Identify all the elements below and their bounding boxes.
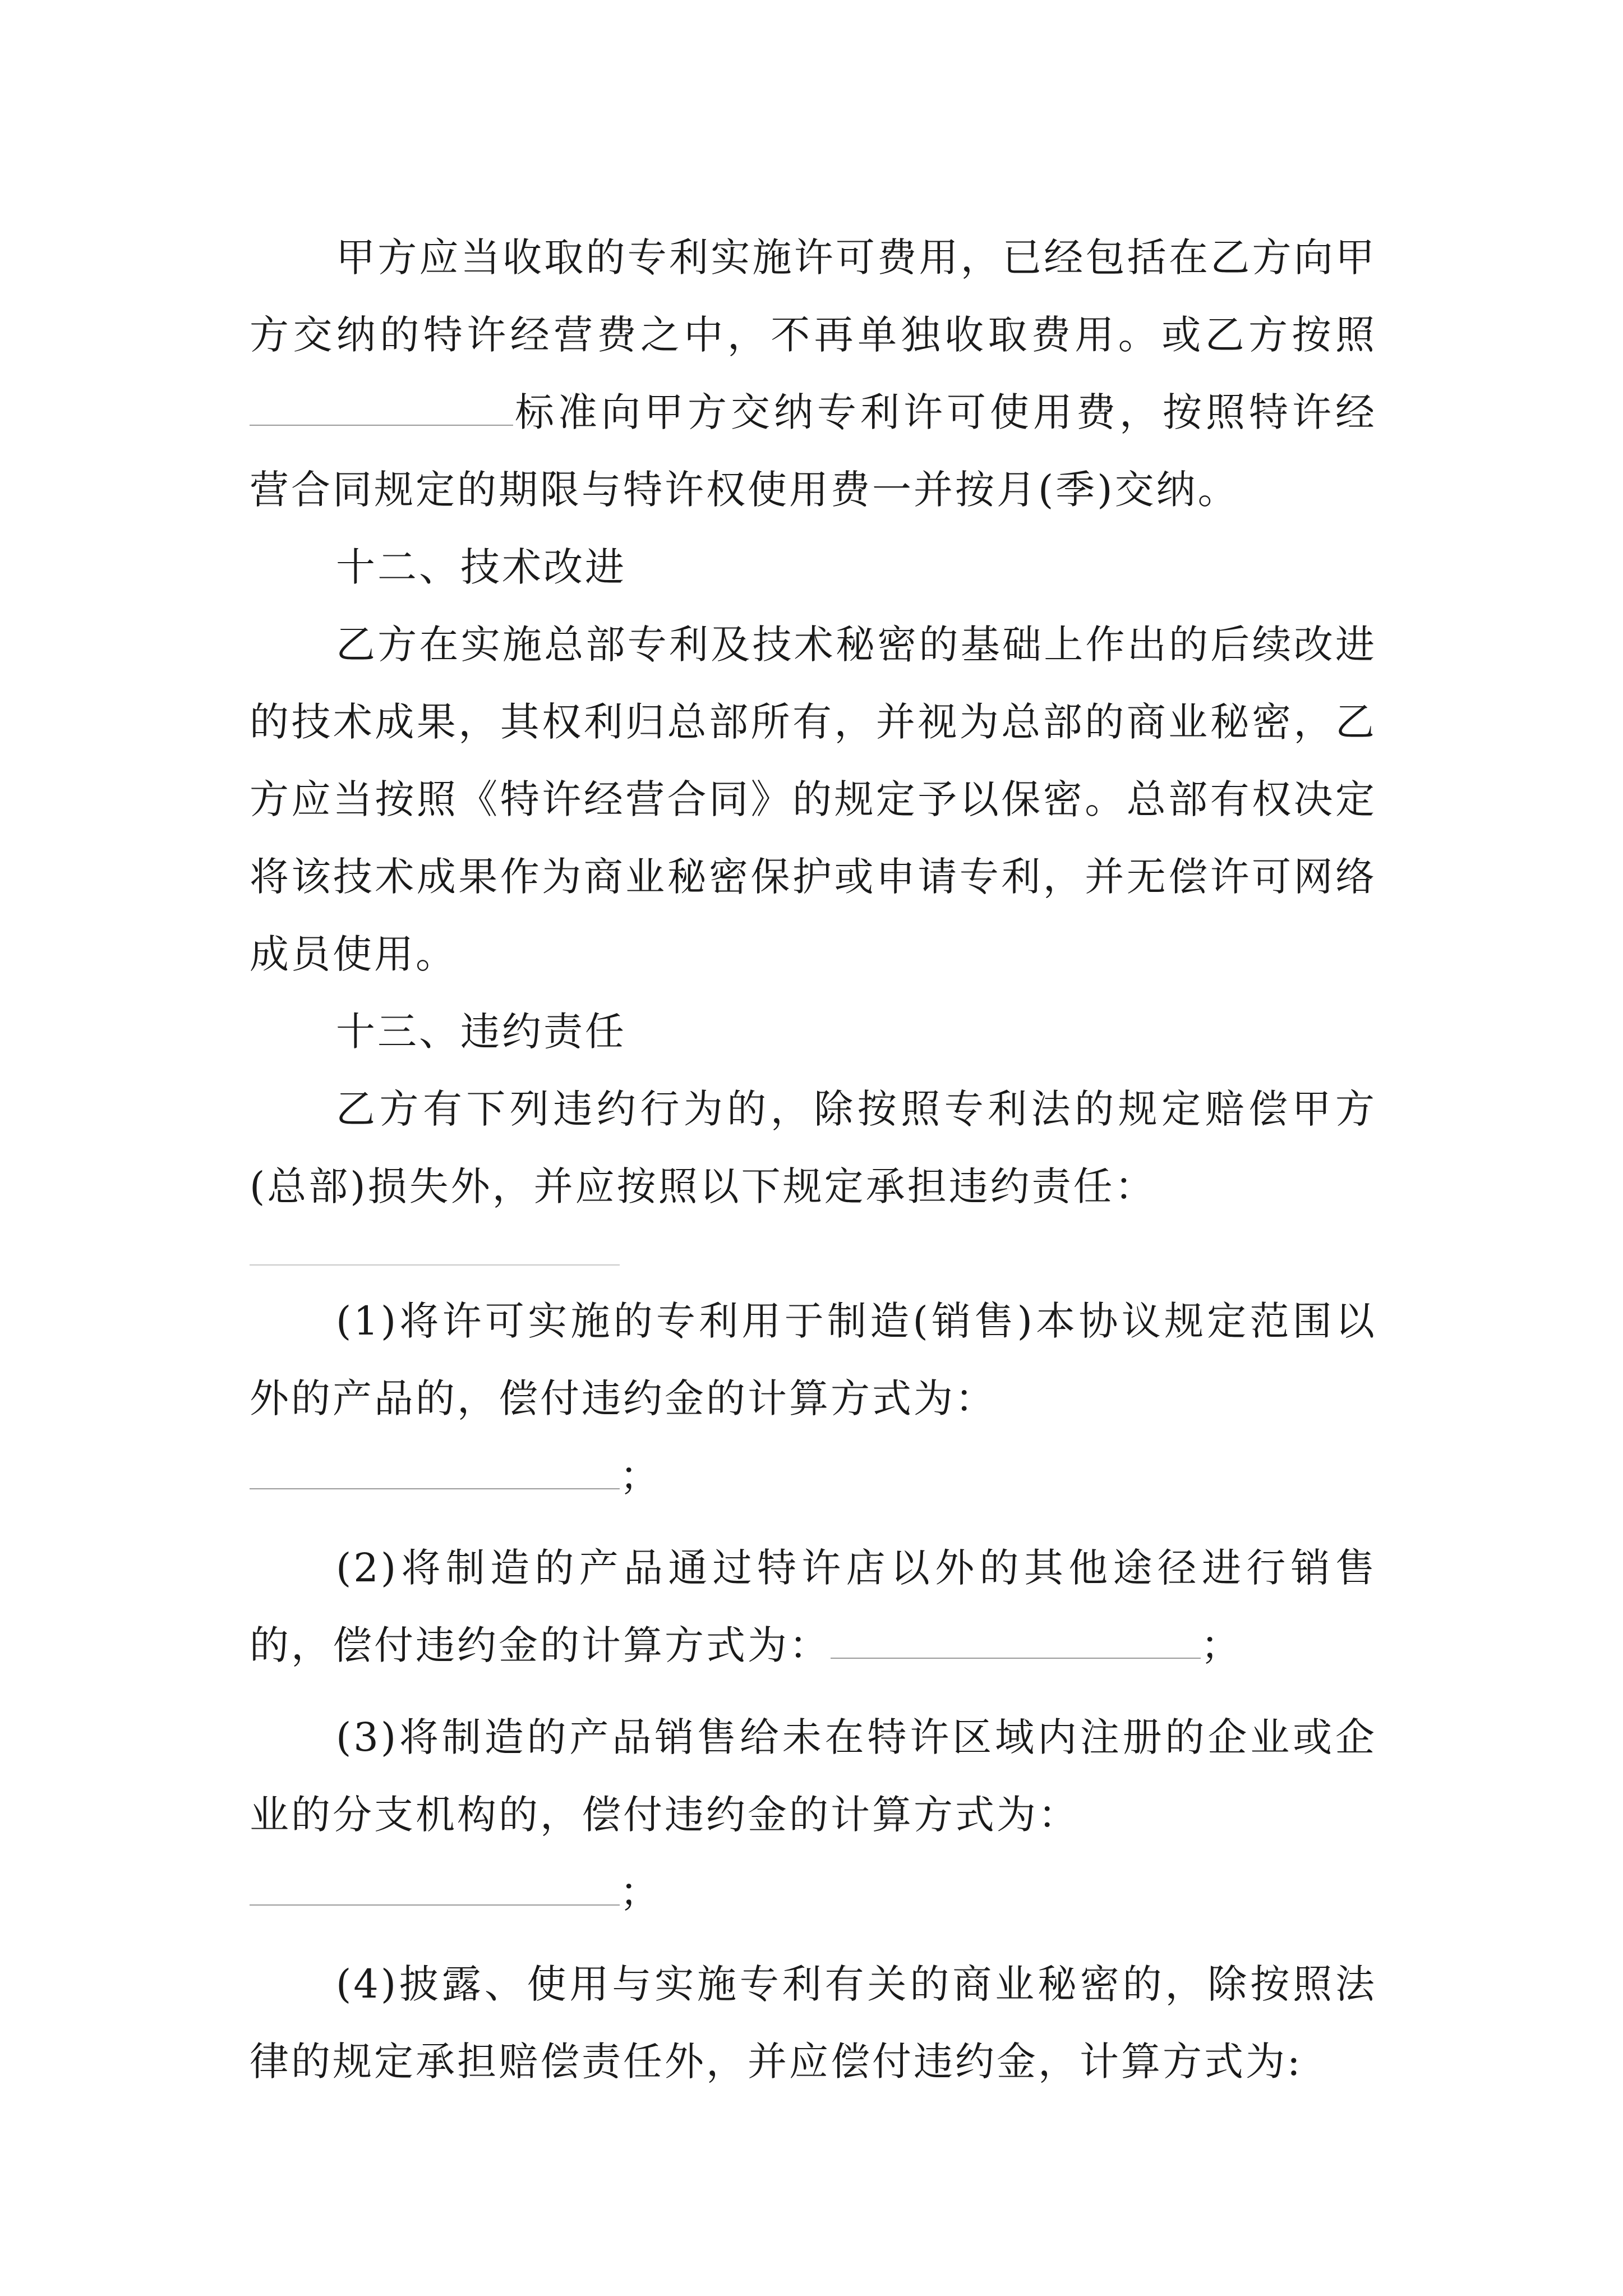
footnote-divider [250, 1264, 620, 1266]
list-item-4 [250, 1945, 1377, 2100]
list-item-text: (1)将许可实施的专利用于制造(销售)本协议规定范围以外的产品的，偿付违约金的计算方式为： [250, 1298, 1377, 1421]
list-item-1 [250, 1282, 1377, 1437]
section-heading-13: 十三、违约责任 [336, 1009, 626, 1055]
paragraph-text: 甲方应当收取的专利实施许可费用，已经包括在乙方向甲方交纳的特许经营费之中，不再单独收取费用。或乙方按照 [250, 234, 1377, 358]
section-heading-12: 十二、技术改进 [336, 544, 626, 590]
fill-blank-item-2[interactable] [831, 1626, 1201, 1659]
list-item-3 [250, 1699, 1377, 1853]
list-item-text: (2)将制造的产品通过特许店以外的其他途径进行销售的，偿付违约金的计算方式为： [250, 1545, 1377, 1668]
document-page [250, 219, 1377, 2100]
list-item-3-blank-line [250, 1853, 1377, 1931]
paragraph-breach: 乙方有下列违约行为的，除按照专利法的规定赔偿甲方(总部)损失外，并应按照以下规定承担违约责任： [250, 1086, 1377, 1209]
list-item-text: (4)披露、使用与实施专利有关的商业秘密的，除按照法律的规定承担赔偿责任外，并应偿付违约金，计算方式为: [250, 1961, 1377, 2085]
list-item-1-blank-line [250, 1437, 1377, 1515]
fill-blank-item-1[interactable] [250, 1457, 620, 1489]
paragraph-royalty [250, 219, 1377, 528]
semicolon: ； [620, 1869, 661, 1915]
list-item-text: (3)将制造的产品销售给未在特许区域内注册的企业或企业的分支机构的，偿付违约金的计算方式为： [250, 1714, 1377, 1838]
semicolon: ； [1201, 1622, 1242, 1668]
fill-blank-item-3[interactable] [250, 1873, 620, 1906]
paragraph-tech-improvement: 乙方在实施总部专利及技术秘密的基础上作出的后续改进的技术成果，其权利归总部所有，并视为总部的商业秘密，乙方应当按照《特许经营合同》的规定予以保密。总部有权决定将该技术成果作为商业秘密保护或申请专利，并无偿许可网络成员使用。 [250, 622, 1377, 977]
semicolon: ； [620, 1453, 661, 1499]
paragraph-text: 标准向甲方交纳专利许可使用费，按照特许经营合同规定的期限与特许权使用费一并按月(季)交纳。 [250, 389, 1377, 513]
list-item-2 [250, 1529, 1377, 1684]
fill-blank-standard[interactable] [250, 393, 513, 426]
